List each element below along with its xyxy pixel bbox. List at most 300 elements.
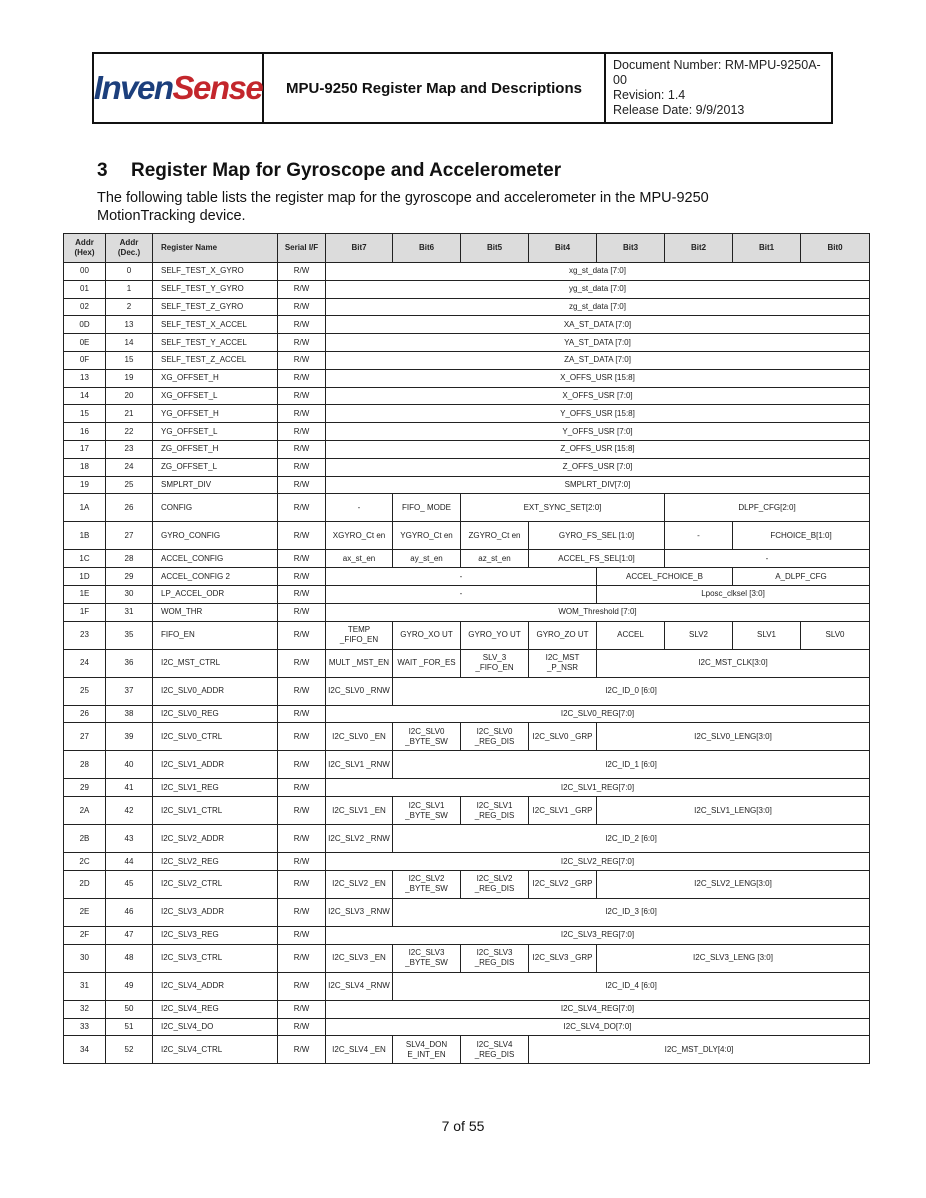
bit-field-cell: GYRO_FS_SEL [1:0] (529, 522, 665, 550)
bit-field-cell: SMPLRT_DIV[7:0] (326, 476, 870, 494)
addr-dec-cell: 40 (106, 751, 153, 779)
table-row (64, 751, 870, 779)
serial-if-cell: R/W (278, 351, 326, 369)
register-name-cell: I2C_SLV2_REG (153, 853, 278, 871)
addr-hex-cell: 1C (64, 550, 106, 568)
bit-field-cell: I2C_SLV4_REG[7:0] (326, 1000, 870, 1018)
addr-dec-cell: 44 (106, 853, 153, 871)
serial-if-cell: R/W (278, 926, 326, 944)
bit-field-cell: EXT_SYNC_SET[2:0] (461, 494, 665, 522)
addr-dec-cell: 39 (106, 723, 153, 751)
bit-field-cell: I2C_ID_2 [6:0] (393, 825, 870, 853)
addr-dec-cell: 26 (106, 494, 153, 522)
table-row (64, 440, 870, 458)
bit-field-cell: MULT _MST_EN (326, 649, 393, 677)
addr-hex-cell: 32 (64, 1000, 106, 1018)
serial-if-cell: R/W (278, 1036, 326, 1064)
serial-if-cell: R/W (278, 751, 326, 779)
bit-field-cell: SLV4_DON E_INT_EN (393, 1036, 461, 1064)
table-row (64, 369, 870, 387)
addr-hex-cell: 2F (64, 926, 106, 944)
column-header: Serial I/F (278, 234, 326, 263)
table-row (64, 351, 870, 369)
serial-if-cell: R/W (278, 723, 326, 751)
serial-if-cell: R/W (278, 797, 326, 825)
addr-dec-cell: 38 (106, 705, 153, 723)
bit-field-cell: I2C_MST_DLY[4:0] (529, 1036, 870, 1064)
serial-if-cell: R/W (278, 458, 326, 476)
addr-hex-cell: 23 (64, 621, 106, 649)
table-header-row (64, 234, 870, 263)
column-header: Bit3 (597, 234, 665, 263)
serial-if-cell: R/W (278, 522, 326, 550)
register-name-cell: I2C_SLV0_CTRL (153, 723, 278, 751)
bit-field-cell: I2C_SLV1 _REG_DIS (461, 797, 529, 825)
bit-field-cell: I2C_SLV1_LENG[3:0] (597, 797, 870, 825)
logo-text-sense: Sense (172, 69, 263, 106)
table-row (64, 797, 870, 825)
register-name-cell: I2C_SLV4_REG (153, 1000, 278, 1018)
addr-hex-cell: 1D (64, 568, 106, 586)
bit-field-cell: I2C_SLV3 _REG_DIS (461, 944, 529, 972)
addr-dec-cell: 27 (106, 522, 153, 550)
table-row (64, 550, 870, 568)
bit-field-cell: zg_st_data [7:0] (326, 298, 870, 316)
addr-hex-cell: 16 (64, 423, 106, 441)
bit-field-cell: SLV2 (665, 621, 733, 649)
addr-dec-cell: 28 (106, 550, 153, 568)
addr-hex-cell: 0E (64, 334, 106, 352)
serial-if-cell: R/W (278, 1000, 326, 1018)
column-header: Addr (Dec.) (106, 234, 153, 263)
bit-field-cell: WAIT _FOR_ES (393, 649, 461, 677)
bit-field-cell: Lposc_clksel [3:0] (597, 585, 870, 603)
column-header: Bit0 (801, 234, 870, 263)
serial-if-cell: R/W (278, 677, 326, 705)
bit-field-cell: Z_OFFS_USR [15:8] (326, 440, 870, 458)
addr-hex-cell: 1F (64, 603, 106, 621)
addr-hex-cell: 2C (64, 853, 106, 871)
register-name-cell: SELF_TEST_Y_ACCEL (153, 334, 278, 352)
register-name-cell: SELF_TEST_Y_GYRO (153, 280, 278, 298)
register-name-cell: LP_ACCEL_ODR (153, 585, 278, 603)
bit-field-cell: I2C_SLV2 _BYTE_SW (393, 870, 461, 898)
table-row (64, 423, 870, 441)
register-name-cell: I2C_SLV2_CTRL (153, 870, 278, 898)
serial-if-cell: R/W (278, 263, 326, 281)
bit-field-cell: I2C_SLV1 _BYTE_SW (393, 797, 461, 825)
serial-if-cell: R/W (278, 1018, 326, 1036)
bit-field-cell: Z_OFFS_USR [7:0] (326, 458, 870, 476)
serial-if-cell: R/W (278, 405, 326, 423)
register-name-cell: I2C_SLV3_ADDR (153, 898, 278, 926)
addr-dec-cell: 47 (106, 926, 153, 944)
addr-dec-cell: 0 (106, 263, 153, 281)
table-row (64, 779, 870, 797)
serial-if-cell: R/W (278, 440, 326, 458)
bit-field-cell: I2C_SLV3 _EN (326, 944, 393, 972)
bit-field-cell: I2C_SLV2 _RNW (326, 825, 393, 853)
table-row (64, 944, 870, 972)
column-header: Bit4 (529, 234, 597, 263)
addr-dec-cell: 46 (106, 898, 153, 926)
register-name-cell: I2C_SLV1_REG (153, 779, 278, 797)
serial-if-cell: R/W (278, 316, 326, 334)
register-name-cell: SELF_TEST_X_ACCEL (153, 316, 278, 334)
table-row (64, 1000, 870, 1018)
addr-hex-cell: 2A (64, 797, 106, 825)
table-row (64, 476, 870, 494)
register-name-cell: I2C_MST_CTRL (153, 649, 278, 677)
table-row (64, 972, 870, 1000)
document-revision: Revision: 1.4 (613, 88, 686, 102)
table-row (64, 280, 870, 298)
table-row (64, 870, 870, 898)
table-row (64, 568, 870, 586)
column-header: Bit7 (326, 234, 393, 263)
addr-hex-cell: 1B (64, 522, 106, 550)
addr-hex-cell: 01 (64, 280, 106, 298)
register-name-cell: WOM_THR (153, 603, 278, 621)
column-header: Register Name (153, 234, 278, 263)
bit-field-cell: ZA_ST_DATA [7:0] (326, 351, 870, 369)
register-name-cell: FIFO_EN (153, 621, 278, 649)
table-row (64, 494, 870, 522)
addr-dec-cell: 30 (106, 585, 153, 603)
bit-field-cell: I2C_SLV4_DO[7:0] (326, 1018, 870, 1036)
serial-if-cell: R/W (278, 621, 326, 649)
bit-field-cell: xg_st_data [7:0] (326, 263, 870, 281)
serial-if-cell: R/W (278, 779, 326, 797)
bit-field-cell: I2C_SLV2_LENG[3:0] (597, 870, 870, 898)
addr-hex-cell: 00 (64, 263, 106, 281)
register-name-cell: I2C_SLV3_REG (153, 926, 278, 944)
addr-dec-cell: 22 (106, 423, 153, 441)
bit-field-cell: I2C_SLV0 _GRP (529, 723, 597, 751)
table-row (64, 723, 870, 751)
addr-dec-cell: 43 (106, 825, 153, 853)
register-name-cell: I2C_SLV4_DO (153, 1018, 278, 1036)
addr-dec-cell: 45 (106, 870, 153, 898)
bit-field-cell: XGYRO_Ct en (326, 522, 393, 550)
serial-if-cell: R/W (278, 387, 326, 405)
addr-hex-cell: 31 (64, 972, 106, 1000)
addr-dec-cell: 50 (106, 1000, 153, 1018)
bit-field-cell: GYRO_ZO UT (529, 621, 597, 649)
bit-field-cell: I2C_SLV4 _EN (326, 1036, 393, 1064)
register-name-cell: I2C_SLV0_ADDR (153, 677, 278, 705)
serial-if-cell: R/W (278, 280, 326, 298)
addr-hex-cell: 19 (64, 476, 106, 494)
addr-dec-cell: 31 (106, 603, 153, 621)
register-name-cell: ACCEL_CONFIG 2 (153, 568, 278, 586)
register-name-cell: GYRO_CONFIG (153, 522, 278, 550)
register-name-cell: I2C_SLV1_ADDR (153, 751, 278, 779)
register-name-cell: I2C_SLV4_ADDR (153, 972, 278, 1000)
column-header: Addr (Hex) (64, 234, 106, 263)
table-row (64, 1036, 870, 1064)
table-row (64, 603, 870, 621)
register-name-cell: YG_OFFSET_H (153, 405, 278, 423)
serial-if-cell: R/W (278, 853, 326, 871)
bit-field-cell: I2C_SLV3_LENG [3:0] (597, 944, 870, 972)
serial-if-cell: R/W (278, 494, 326, 522)
bit-field-cell: ACCEL_FCHOICE_B (597, 568, 733, 586)
bit-field-cell: I2C_SLV3 _BYTE_SW (393, 944, 461, 972)
serial-if-cell: R/W (278, 334, 326, 352)
bit-field-cell: I2C_SLV4 _REG_DIS (461, 1036, 529, 1064)
bit-field-cell: GYRO_XO UT (393, 621, 461, 649)
bit-field-cell: GYRO_YO UT (461, 621, 529, 649)
bit-field-cell: FIFO_ MODE (393, 494, 461, 522)
addr-hex-cell: 2B (64, 825, 106, 853)
table-row (64, 522, 870, 550)
section-heading (97, 160, 561, 182)
bit-field-cell: ay_st_en (393, 550, 461, 568)
bit-field-cell: SLV_3 _FIFO_EN (461, 649, 529, 677)
column-header: Bit6 (393, 234, 461, 263)
register-name-cell: SELF_TEST_Z_GYRO (153, 298, 278, 316)
table-row (64, 585, 870, 603)
addr-dec-cell: 14 (106, 334, 153, 352)
addr-hex-cell: 17 (64, 440, 106, 458)
page-number: 7 of 55 (441, 1118, 485, 1134)
bit-field-cell: yg_st_data [7:0] (326, 280, 870, 298)
addr-hex-cell: 0F (64, 351, 106, 369)
table-row (64, 387, 870, 405)
table-row (64, 677, 870, 705)
register-map-table (63, 233, 870, 1064)
bit-field-cell: A_DLPF_CFG (733, 568, 870, 586)
addr-hex-cell: 26 (64, 705, 106, 723)
addr-dec-cell: 23 (106, 440, 153, 458)
addr-hex-cell: 0D (64, 316, 106, 334)
bit-field-cell: I2C_SLV0_REG[7:0] (326, 705, 870, 723)
invensense-logo (94, 54, 264, 122)
table-row (64, 825, 870, 853)
addr-hex-cell: 1E (64, 585, 106, 603)
bit-field-cell: - (665, 522, 733, 550)
bit-field-cell: Y_OFFS_USR [15:8] (326, 405, 870, 423)
bit-field-cell: FCHOICE_B[1:0] (733, 522, 870, 550)
register-name-cell: I2C_SLV4_CTRL (153, 1036, 278, 1064)
table-row (64, 458, 870, 476)
bit-field-cell: I2C_SLV2 _REG_DIS (461, 870, 529, 898)
serial-if-cell: R/W (278, 298, 326, 316)
bit-field-cell: I2C_ID_3 [6:0] (393, 898, 870, 926)
bit-field-cell: I2C_SLV3_REG[7:0] (326, 926, 870, 944)
serial-if-cell: R/W (278, 705, 326, 723)
bit-field-cell: SLV0 (801, 621, 870, 649)
register-name-cell: CONFIG (153, 494, 278, 522)
document-meta (606, 54, 831, 122)
table-row (64, 405, 870, 423)
addr-hex-cell: 2D (64, 870, 106, 898)
bit-field-cell: I2C_SLV2 _GRP (529, 870, 597, 898)
serial-if-cell: R/W (278, 870, 326, 898)
addr-hex-cell: 24 (64, 649, 106, 677)
column-header: Bit2 (665, 234, 733, 263)
serial-if-cell: R/W (278, 898, 326, 926)
addr-dec-cell: 49 (106, 972, 153, 1000)
serial-if-cell: R/W (278, 649, 326, 677)
register-name-cell: XG_OFFSET_L (153, 387, 278, 405)
bit-field-cell: ACCEL_FS_SEL[1:0] (529, 550, 665, 568)
addr-hex-cell: 25 (64, 677, 106, 705)
logo-text-inven: Inven (93, 69, 173, 106)
register-name-cell: SELF_TEST_Z_ACCEL (153, 351, 278, 369)
addr-hex-cell: 34 (64, 1036, 106, 1064)
addr-dec-cell: 51 (106, 1018, 153, 1036)
serial-if-cell: R/W (278, 585, 326, 603)
addr-hex-cell: 28 (64, 751, 106, 779)
bit-field-cell: I2C_SLV1 _GRP (529, 797, 597, 825)
addr-dec-cell: 1 (106, 280, 153, 298)
bit-field-cell: Y_OFFS_USR [7:0] (326, 423, 870, 441)
addr-hex-cell: 2E (64, 898, 106, 926)
bit-field-cell: I2C_SLV0 _RNW (326, 677, 393, 705)
bit-field-cell: - (326, 568, 597, 586)
addr-dec-cell: 36 (106, 649, 153, 677)
addr-dec-cell: 42 (106, 797, 153, 825)
bit-field-cell: - (326, 585, 597, 603)
addr-dec-cell: 25 (106, 476, 153, 494)
bit-field-cell: ACCEL (597, 621, 665, 649)
register-name-cell: I2C_SLV3_CTRL (153, 944, 278, 972)
addr-hex-cell: 30 (64, 944, 106, 972)
addr-dec-cell: 35 (106, 621, 153, 649)
section-intro: The following table lists the register map for the gyroscope and accelerometer in the MPU-9250 MotionTracking device. (97, 190, 709, 224)
bit-field-cell: - (665, 550, 870, 568)
register-name-cell: SELF_TEST_X_GYRO (153, 263, 278, 281)
table-row (64, 1018, 870, 1036)
bit-field-cell: X_OFFS_USR [7:0] (326, 387, 870, 405)
bit-field-cell: I2C_ID_0 [6:0] (393, 677, 870, 705)
register-name-cell: I2C_SLV0_REG (153, 705, 278, 723)
serial-if-cell: R/W (278, 568, 326, 586)
bit-field-cell: I2C_SLV3 _RNW (326, 898, 393, 926)
addr-dec-cell: 37 (106, 677, 153, 705)
addr-dec-cell: 41 (106, 779, 153, 797)
release-date: Release Date: 9/9/2013 (613, 103, 745, 117)
document-number: Document Number: RM-MPU-9250A-00 (613, 58, 821, 87)
table-row (64, 316, 870, 334)
bit-field-cell: DLPF_CFG[2:0] (665, 494, 870, 522)
addr-hex-cell: 18 (64, 458, 106, 476)
register-name-cell: I2C_SLV2_ADDR (153, 825, 278, 853)
addr-dec-cell: 52 (106, 1036, 153, 1064)
register-name-cell: SMPLRT_DIV (153, 476, 278, 494)
addr-hex-cell: 14 (64, 387, 106, 405)
addr-dec-cell: 21 (106, 405, 153, 423)
table-row (64, 926, 870, 944)
table-row (64, 621, 870, 649)
table-row (64, 263, 870, 281)
bit-field-cell: WOM_Threshold [7:0] (326, 603, 870, 621)
table-row (64, 705, 870, 723)
bit-field-cell: I2C_ID_1 [6:0] (393, 751, 870, 779)
bit-field-cell: XA_ST_DATA [7:0] (326, 316, 870, 334)
serial-if-cell: R/W (278, 423, 326, 441)
bit-field-cell: I2C_SLV1 _RNW (326, 751, 393, 779)
addr-dec-cell: 48 (106, 944, 153, 972)
section-title: Register Map for Gyroscope and Accelerometer (131, 160, 562, 181)
addr-dec-cell: 19 (106, 369, 153, 387)
addr-dec-cell: 2 (106, 298, 153, 316)
register-name-cell: ZG_OFFSET_L (153, 458, 278, 476)
table-row (64, 649, 870, 677)
register-name-cell: ZG_OFFSET_H (153, 440, 278, 458)
table-row (64, 898, 870, 926)
addr-hex-cell: 27 (64, 723, 106, 751)
bit-field-cell: SLV1 (733, 621, 801, 649)
bit-field-cell: I2C_SLV0_LENG[3:0] (597, 723, 870, 751)
document-title: MPU-9250 Register Map and Descriptions (264, 54, 606, 122)
bit-field-cell: I2C_SLV0 _EN (326, 723, 393, 751)
bit-field-cell: I2C_SLV4 _RNW (326, 972, 393, 1000)
addr-hex-cell: 1A (64, 494, 106, 522)
addr-dec-cell: 15 (106, 351, 153, 369)
bit-field-cell: ax_st_en (326, 550, 393, 568)
addr-hex-cell: 29 (64, 779, 106, 797)
bit-field-cell: I2C_SLV3 _GRP (529, 944, 597, 972)
bit-field-cell: I2C_SLV0 _BYTE_SW (393, 723, 461, 751)
bit-field-cell: X_OFFS_USR [15:8] (326, 369, 870, 387)
serial-if-cell: R/W (278, 972, 326, 1000)
register-name-cell: ACCEL_CONFIG (153, 550, 278, 568)
bit-field-cell: I2C_SLV1 _EN (326, 797, 393, 825)
bit-field-cell: TEMP _FIFO_EN (326, 621, 393, 649)
table-row (64, 853, 870, 871)
bit-field-cell: I2C_ID_4 [6:0] (393, 972, 870, 1000)
addr-hex-cell: 13 (64, 369, 106, 387)
column-header: Bit1 (733, 234, 801, 263)
bit-field-cell: YGYRO_Ct en (393, 522, 461, 550)
bit-field-cell: I2C_SLV2 _EN (326, 870, 393, 898)
register-name-cell: I2C_SLV1_CTRL (153, 797, 278, 825)
register-name-cell: XG_OFFSET_H (153, 369, 278, 387)
addr-hex-cell: 02 (64, 298, 106, 316)
addr-dec-cell: 24 (106, 458, 153, 476)
serial-if-cell: R/W (278, 476, 326, 494)
bit-field-cell: I2C_SLV2_REG[7:0] (326, 853, 870, 871)
addr-dec-cell: 29 (106, 568, 153, 586)
serial-if-cell: R/W (278, 825, 326, 853)
bit-field-cell: YA_ST_DATA [7:0] (326, 334, 870, 352)
addr-hex-cell: 33 (64, 1018, 106, 1036)
addr-dec-cell: 20 (106, 387, 153, 405)
column-header: Bit5 (461, 234, 529, 263)
serial-if-cell: R/W (278, 550, 326, 568)
bit-field-cell: I2C_SLV0 _REG_DIS (461, 723, 529, 751)
register-name-cell: YG_OFFSET_L (153, 423, 278, 441)
addr-hex-cell: 15 (64, 405, 106, 423)
section-number: 3 (97, 160, 108, 181)
bit-field-cell: - (326, 494, 393, 522)
addr-dec-cell: 13 (106, 316, 153, 334)
bit-field-cell: I2C_MST _P_NSR (529, 649, 597, 677)
table-row (64, 334, 870, 352)
bit-field-cell: I2C_MST_CLK[3:0] (597, 649, 870, 677)
serial-if-cell: R/W (278, 603, 326, 621)
bit-field-cell: I2C_SLV1_REG[7:0] (326, 779, 870, 797)
serial-if-cell: R/W (278, 369, 326, 387)
bit-field-cell: az_st_en (461, 550, 529, 568)
document-header (92, 52, 833, 124)
table-row (64, 298, 870, 316)
serial-if-cell: R/W (278, 944, 326, 972)
bit-field-cell: ZGYRO_Ct en (461, 522, 529, 550)
